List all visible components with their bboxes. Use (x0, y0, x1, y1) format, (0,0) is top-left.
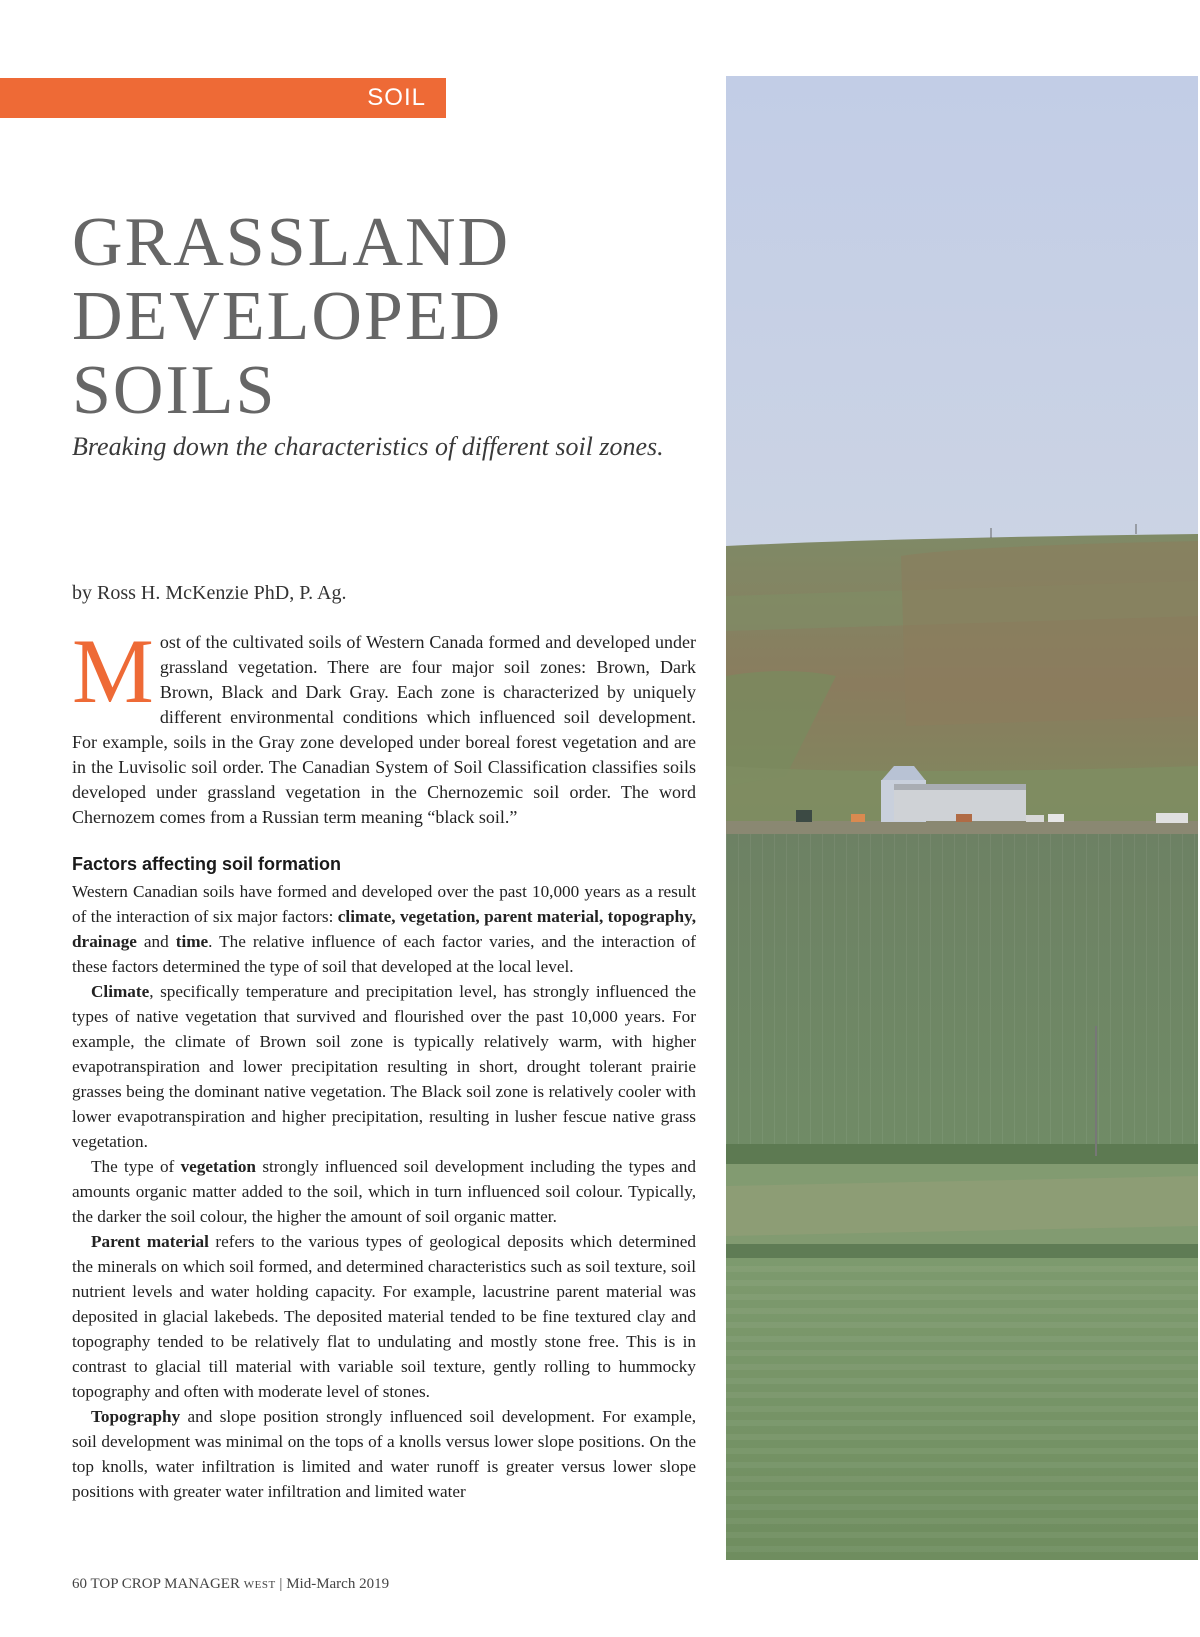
factors-bold-time: time (175, 932, 209, 951)
parent-material-term: Parent material (91, 1232, 209, 1251)
parent-material-text: refers to the various types of geological deposits which determined the minerals on which soil formed, and determined characteristics such as soil texture, soil nutrient levels and water holding capacity. For example, lacustrine parent material was deposited in glacial lakebeds. The deposited material tended to be fine textured clay and topography tended to be relatively flat to undulating and mostly stone free. This is in contrast to glacial till material with variable soil texture, gently rolling to hummocky topography and often with moderate level of stones. (72, 1232, 697, 1401)
intro-paragraph (72, 620, 696, 830)
drop-cap: M (72, 620, 154, 722)
article-body (72, 620, 697, 1504)
farm-landscape-photo (726, 76, 1198, 1560)
footer-separator: | (279, 1576, 283, 1592)
section-label: SOIL (367, 84, 426, 111)
climate-term: Climate (91, 982, 150, 1001)
tractor (796, 810, 812, 822)
topography-term: Topography (91, 1407, 181, 1426)
climate-text: , specifically temperature and precipitation level, has strongly influenced the types of native vegetation that survived and flourished over the past 10,000 years. For example, the climate of Brown soil zone is typically relatively warm, with higher evapotranspiration and lower precipitation resulting in short, drought tolerant prairie grasses being the dominant native vegetation. The Black soil zone is relatively cooler with lower evapotranspiration and higher precipitation, resulting in lusher fescue native grass vegetation. (72, 982, 696, 1151)
article-title (72, 206, 510, 428)
vegetation-term: vegetation (180, 1157, 256, 1176)
intro-text: ost of the cultivated soils of Western Canada formed and developed under grassland vegetation. There are four major soil zones: Brown, Dark Brown, Black and Dark Gray. Each zone is characterized by uniquely different environmental conditions which influenced soil development. For example, soils in the Gray zone developed under boreal forest vegetation and are in the Luvisolic soil order. The Canadian System of Soil Classification classifies soils developed under grassland vegetation in the Chernozemic soil order. The word Chernozem comes from a Russian term meaning “black soil.” (72, 632, 696, 827)
title-line-2: DEVELOPED (72, 278, 503, 355)
farm-yard (726, 821, 1198, 835)
byline: by Ross H. McKenzie PhD, P. Ag. (72, 582, 347, 604)
factors-paragraph (72, 879, 696, 979)
sky (726, 76, 1198, 576)
section-bar (0, 78, 446, 118)
factors-bold-list: climate, vegetation, parent material, topography, drainage (72, 907, 697, 951)
page-footer (72, 1576, 389, 1593)
page-number: 60 (72, 1576, 87, 1592)
factors-text-a: Western Canadian soils have formed and developed over the past 10,000 years as a result of the interaction of six major factors: (72, 882, 696, 926)
issue-date: Mid-March 2019 (286, 1576, 390, 1592)
factors-text-c: and (136, 932, 176, 951)
title-line-3: SOILS (72, 352, 277, 429)
climate-paragraph (72, 979, 696, 1154)
vegetation-pre: The type of (91, 1157, 181, 1176)
fence-line (726, 1144, 1198, 1164)
topography-paragraph (72, 1404, 696, 1504)
vegetation-paragraph (72, 1154, 696, 1229)
section-heading: Factors affecting soil formation (72, 854, 342, 874)
factors-text-d: . The relative influence of each factor varies, and the interaction of these factors determined the type of soil that developed at the local level. (72, 932, 696, 976)
magazine-name: TOP CROP MANAGER (90, 1576, 240, 1592)
topography-text: and slope position strongly influenced soil development. For example, soil development was minimal on the tops of a knolls versus lower slope positions. On the top knolls, water infiltration is limited and water runoff is greater versus lower slope positions with greater water infiltration and limited water (72, 1407, 696, 1501)
magazine-edition: WEST (243, 1579, 276, 1591)
article-subtitle: Breaking down the characteristics of different soil zones. (72, 432, 664, 461)
parent-material-paragraph (72, 1229, 696, 1404)
title-line-1: GRASSLAND (72, 204, 511, 281)
vegetation-text: strongly influenced soil development including the types and amounts organic matter added to the soil, which in turn influenced soil colour. Typically, the darker the soil colour, the higher the amount of soil organic matter. (72, 1157, 696, 1226)
